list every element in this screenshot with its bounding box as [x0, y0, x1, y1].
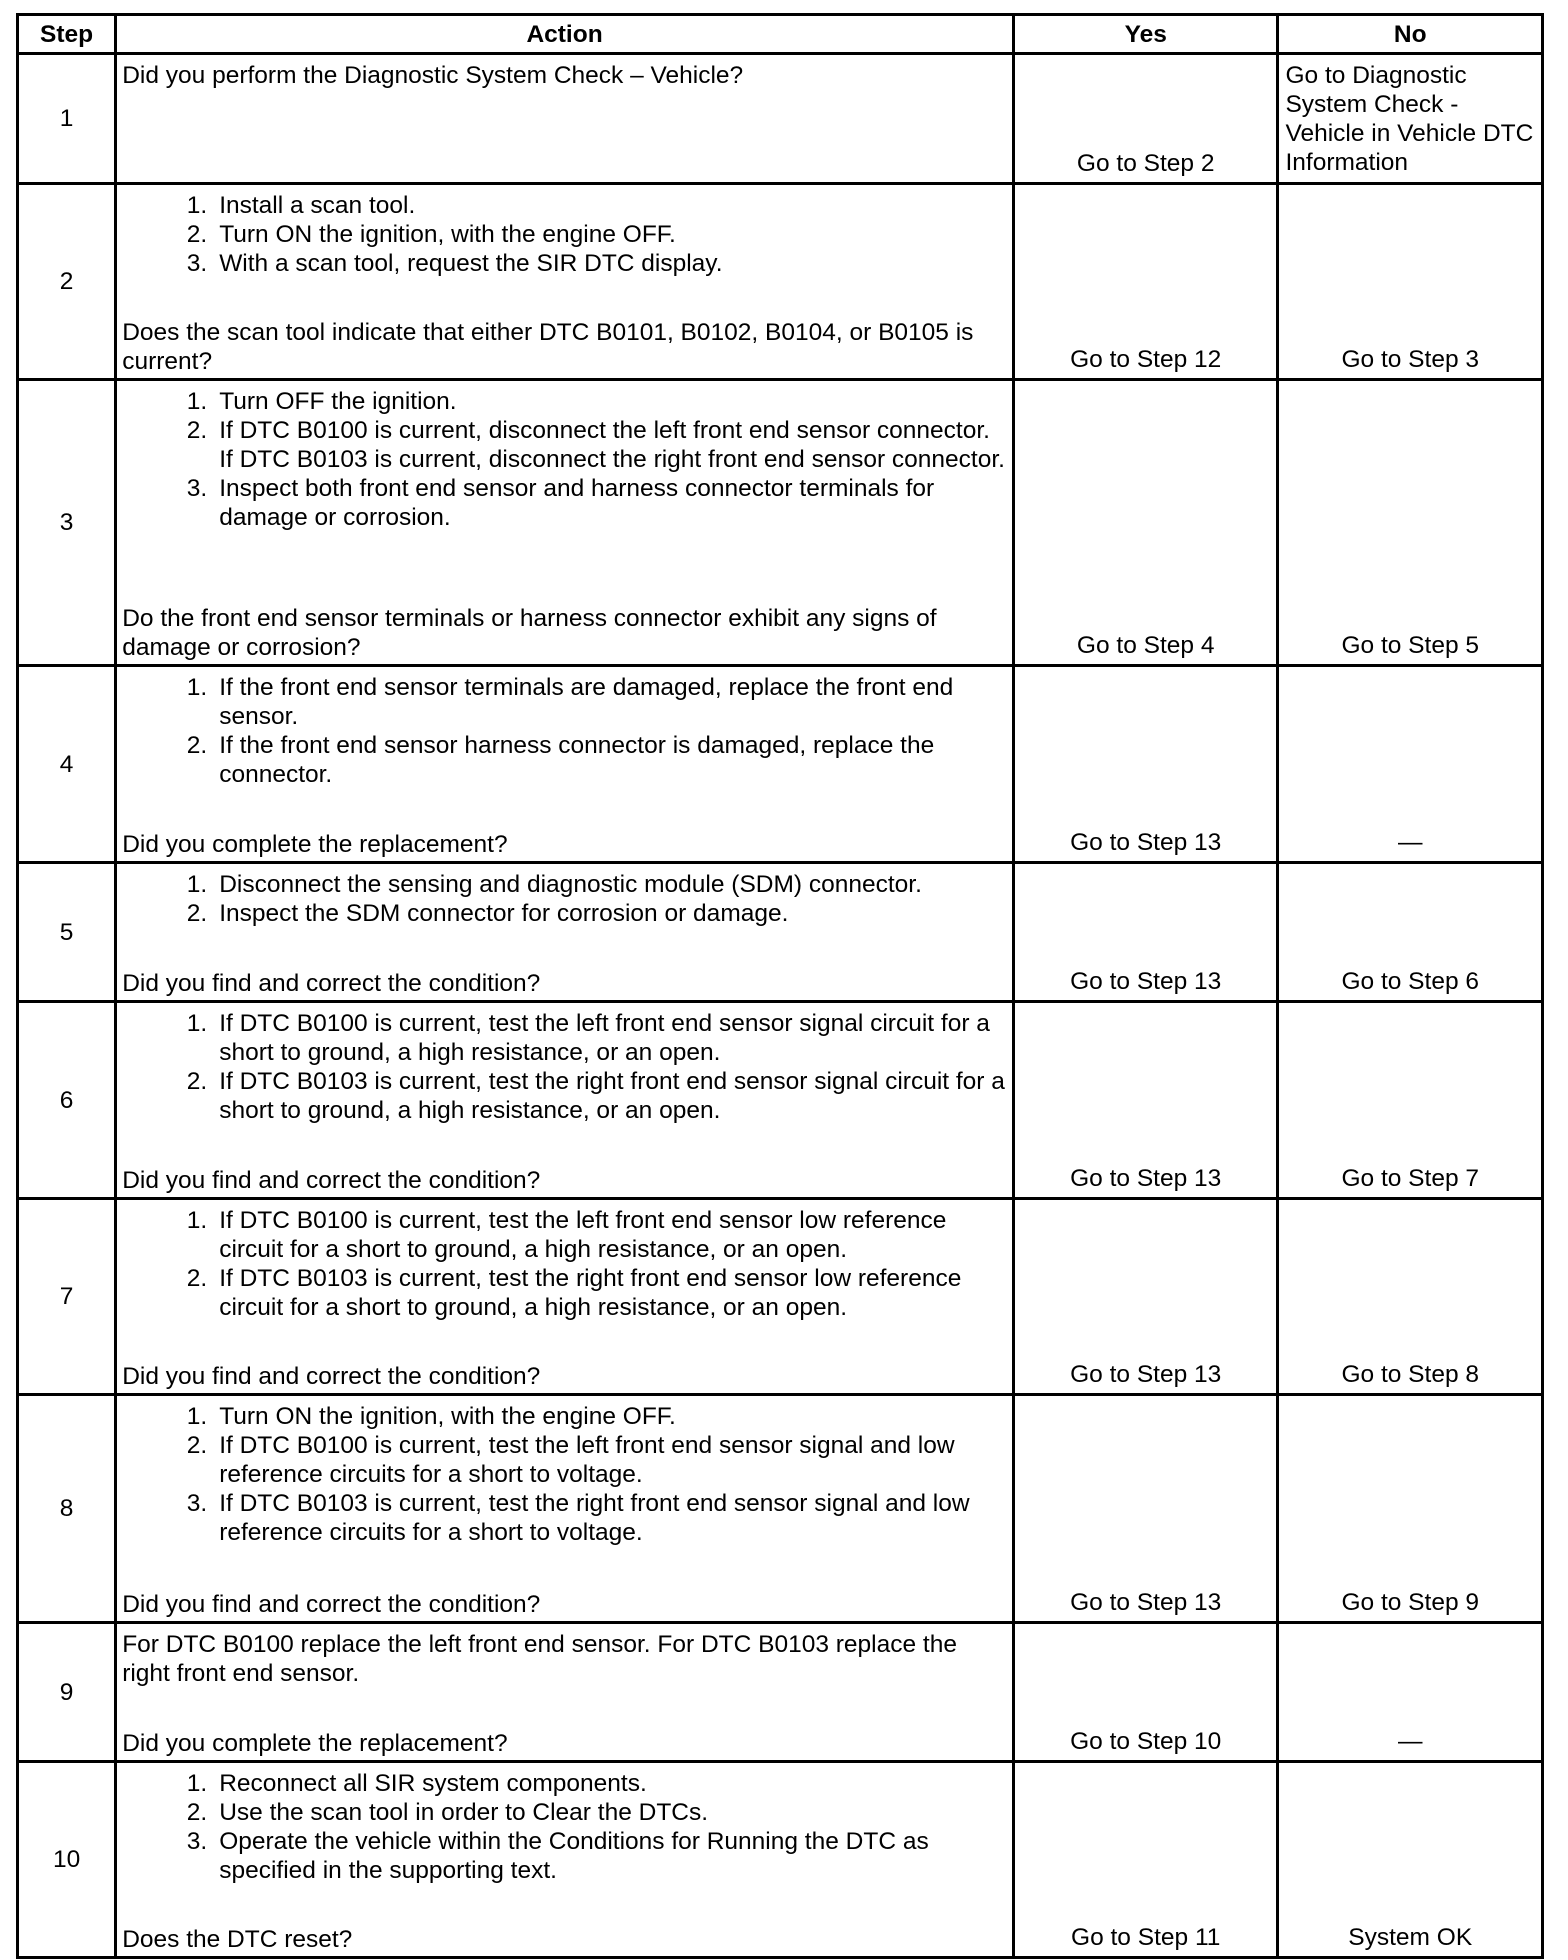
list-item: 1. If DTC B0100 is current, test the left front end sensor signal circuit for a short to ground, a high resistance, or an open. [186, 1010, 990, 1066]
yes-cell: Go to Step 13 [1013, 863, 1278, 1002]
list-item: 1. Disconnect the sensing and diagnostic module (SDM) connector. [186, 871, 922, 898]
list-item: 2. Turn ON the ignition, with the engine OFF. [186, 221, 676, 248]
action-cell [116, 380, 1014, 666]
list-item: 1. If DTC B0100 is current, test the left front end sensor low reference circuit for a short to ground, a high resistance, or an open. [186, 1207, 947, 1263]
list-item: 3. Inspect both front end sensor and harness connector terminals for damage or corrosion. [186, 475, 935, 531]
no-cell: Go to Step 8 [1278, 1199, 1543, 1395]
no-cell: — [1278, 666, 1543, 863]
yes-cell: Go to Step 12 [1013, 184, 1278, 380]
list-item: 2. If DTC B0103 is current, test the right front end sensor signal circuit for a short to ground, a high resistance, or an open. [186, 1068, 1005, 1124]
action-cell [116, 1002, 1014, 1199]
step-number: 4 [18, 666, 116, 863]
yes-cell: Go to Step 13 [1013, 1395, 1278, 1623]
action-list [122, 870, 1008, 928]
no-cell: Go to Step 9 [1278, 1395, 1543, 1623]
table-row [18, 1199, 1543, 1395]
yes-cell: Go to Step 2 [1013, 54, 1278, 184]
table-row [18, 380, 1543, 666]
table-row [18, 1002, 1543, 1199]
list-item: 1. Turn OFF the ignition. [186, 388, 457, 415]
action-cell [116, 1623, 1014, 1762]
action-list [122, 1206, 1008, 1322]
list-item: 1. Reconnect all SIR system components. [186, 1770, 647, 1797]
no-cell: — [1278, 1623, 1543, 1762]
action-question: Does the DTC reset? [122, 1926, 353, 1953]
action-cell [116, 54, 1014, 184]
diagnostic-table [16, 13, 1544, 1959]
list-item: 2. If the front end sensor harness connector is damaged, replace the connector. [186, 732, 935, 788]
list-item: 1. Install a scan tool. [186, 192, 416, 219]
action-question: Did you complete the replacement? [122, 1730, 508, 1757]
action-question: Do the front end sensor terminals or harness connector exhibit any signs of damage or corrosion? [122, 605, 937, 661]
no-cell: System OK [1278, 1762, 1543, 1958]
no-cell: Go to Step 7 [1278, 1002, 1543, 1199]
table-row [18, 1762, 1543, 1958]
action-cell [116, 863, 1014, 1002]
action-cell [116, 1199, 1014, 1395]
yes-cell: Go to Step 4 [1013, 380, 1278, 666]
step-number: 1 [18, 54, 116, 184]
table-row [18, 863, 1543, 1002]
action-cell [116, 184, 1014, 380]
list-item: 1. If the front end sensor terminals are damaged, replace the front end sensor. [186, 674, 954, 730]
step-number: 3 [18, 380, 116, 666]
header-no: No [1278, 15, 1543, 54]
action-list [122, 1009, 1008, 1125]
yes-cell: Go to Step 13 [1013, 1002, 1278, 1199]
yes-cell: Go to Step 11 [1013, 1762, 1278, 1958]
action-list [122, 191, 1008, 278]
yes-cell: Go to Step 13 [1013, 1199, 1278, 1395]
no-cell: Go to Step 6 [1278, 863, 1543, 1002]
list-item: 3. Operate the vehicle within the Conditions for Running the DTC as specified in the supporting text. [186, 1828, 929, 1884]
action-list [122, 673, 1008, 789]
header-yes: Yes [1013, 15, 1278, 54]
table-row [18, 54, 1543, 184]
action-intro: For DTC B0100 replace the left front end sensor. For DTC B0103 replace the right front end sensor. [122, 1631, 957, 1687]
list-item: 2. If DTC B0100 is current, test the left front end sensor signal and low reference circuits for a short to voltage. [186, 1432, 955, 1488]
yes-cell: Go to Step 13 [1013, 666, 1278, 863]
table-row [18, 184, 1543, 380]
header-step: Step [18, 15, 116, 54]
step-number: 5 [18, 863, 116, 1002]
action-question: Did you find and correct the condition? [122, 1167, 541, 1194]
step-number: 8 [18, 1395, 116, 1623]
list-item: 1. Turn ON the ignition, with the engine OFF. [186, 1403, 676, 1430]
list-item: 2. If DTC B0100 is current, disconnect the left front end sensor connector. If DTC B0103 is current, disconnect the right front end sensor connector. [186, 417, 1005, 473]
action-list [122, 1402, 1008, 1547]
yes-cell: Go to Step 10 [1013, 1623, 1278, 1762]
step-number: 2 [18, 184, 116, 380]
step-number: 10 [18, 1762, 116, 1958]
action-intro: Did you perform the Diagnostic System Check – Vehicle? [122, 62, 744, 89]
step-number: 6 [18, 1002, 116, 1199]
action-question: Did you find and correct the condition? [122, 970, 541, 997]
action-list [122, 1769, 1008, 1885]
action-cell [116, 1762, 1014, 1958]
step-number: 7 [18, 1199, 116, 1395]
no-cell: Go to Diagnostic System Check - Vehicle in Vehicle DTC Information [1278, 54, 1543, 184]
list-item: 2. If DTC B0103 is current, test the right front end sensor low reference circuit for a short to ground, a high resistance, or an open. [186, 1265, 962, 1321]
list-item: 2. Inspect the SDM connector for corrosion or damage. [186, 900, 789, 927]
table-header-row [18, 15, 1543, 54]
action-question: Did you find and correct the condition? [122, 1591, 541, 1618]
no-cell: Go to Step 5 [1278, 380, 1543, 666]
no-cell: Go to Step 3 [1278, 184, 1543, 380]
action-cell [116, 1395, 1014, 1623]
list-item: 3. If DTC B0103 is current, test the right front end sensor signal and low reference circuits for a short to voltage. [186, 1490, 970, 1546]
list-item: 2. Use the scan tool in order to Clear the DTCs. [186, 1799, 709, 1826]
step-number: 9 [18, 1623, 116, 1762]
header-action: Action [116, 15, 1014, 54]
table-row [18, 1623, 1543, 1762]
action-cell [116, 666, 1014, 863]
list-item: 3. With a scan tool, request the SIR DTC display. [186, 250, 723, 277]
table-row [18, 1395, 1543, 1623]
diagnostic-table-document [16, 13, 1544, 1953]
table-row [18, 666, 1543, 863]
action-question: Did you complete the replacement? [122, 831, 508, 858]
action-question: Did you find and correct the condition? [122, 1363, 541, 1390]
action-question: Does the scan tool indicate that either DTC B0101, B0102, B0104, or B0105 is current? [122, 319, 974, 375]
action-list [122, 387, 1008, 532]
